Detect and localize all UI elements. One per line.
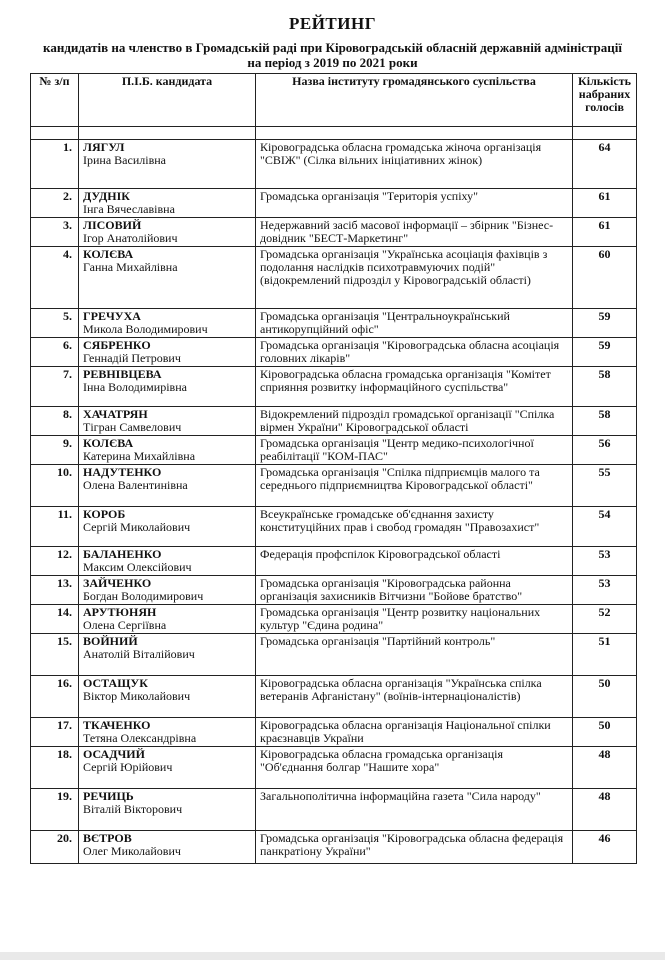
votes-cell: 60 [573,247,637,309]
candidate-surname: НАДУТЕНКО [83,465,162,479]
candidate-surname: ВЄТРОВ [83,831,132,845]
candidate-cell [79,218,256,247]
candidate-surname: ХАЧАТРЯН [83,407,148,421]
table-row [31,338,637,367]
row-number: 18. [31,747,79,789]
organization-cell: Кіровоградська обласна громадська жіноча організація "СВІЖ" (Сілка вільних ініціативних жінок) [256,140,573,189]
candidate-surname: ТКАЧЕНКО [83,718,151,732]
row-number: 14. [31,605,79,634]
row-number: 13. [31,576,79,605]
votes-cell: 54 [573,507,637,547]
organization-cell: Громадська організація "Центр медико-психологічної реабілітації "КОМ-ПАС" [256,436,573,465]
votes-cell: 50 [573,676,637,718]
header-spacer-row [31,127,637,140]
organization-cell: Кіровоградська обласна організація Національної спілки краєзнавців України [256,718,573,747]
candidate-cell [79,407,256,436]
votes-cell: 59 [573,309,637,338]
candidate-cell [79,189,256,218]
organization-cell: Громадська організація "Кіровоградська обласна асоціація головних лікарів" [256,338,573,367]
candidate-given-names: Сергій Юрійович [83,760,173,774]
organization-cell: Федерація профспілок Кіровоградської області [256,547,573,576]
candidate-cell [79,747,256,789]
votes-cell: 55 [573,465,637,507]
candidate-surname: ОСТАЩУК [83,676,148,690]
candidate-given-names: Інга Вячеславівна [83,202,175,216]
candidate-given-names: Олена Сергіївна [83,618,167,632]
candidate-given-names: Ганна Михайлівна [83,260,178,274]
candidate-surname: ВОЙНИЙ [83,634,138,648]
candidate-surname: БАЛАНЕНКО [83,547,162,561]
candidate-cell [79,507,256,547]
candidate-given-names: Тігран Самвелович [83,420,182,434]
table-row [31,718,637,747]
organization-cell: Громадська організація "Центр розвитку національних культур "Єдина родина" [256,605,573,634]
row-number: 2. [31,189,79,218]
candidate-cell [79,309,256,338]
candidate-given-names: Сергій Миколайович [83,520,191,534]
organization-cell: Загальнополітична інформаційна газета "Сила народу" [256,789,573,831]
candidate-cell [79,576,256,605]
header-org: Назва інституту громадянського суспільства [256,74,573,127]
votes-cell: 46 [573,831,637,864]
table-row [31,189,637,218]
votes-cell: 52 [573,605,637,634]
candidate-given-names: Геннадій Петрович [83,351,181,365]
document-title: РЕЙТИНГ [288,14,377,33]
votes-cell: 50 [573,718,637,747]
table-row [31,140,637,189]
candidate-surname: ДУДНІК [83,189,130,203]
candidate-surname: КОЛЄВА [83,247,134,261]
candidate-given-names: Олег Миколайович [83,844,181,858]
candidate-given-names: Максим Олексійович [83,560,192,574]
candidate-surname: ЛІСОВИЙ [83,218,142,232]
table-row [31,407,637,436]
votes-cell: 53 [573,547,637,576]
row-number: 15. [31,634,79,676]
rating-table [30,73,637,864]
row-number: 20. [31,831,79,864]
organization-cell: Громадська організація "Центральноукраїнський антикорупційний офіс" [256,309,573,338]
organization-cell: Кіровоградська обласна громадська організація "Об'єднання болгар "Нашите хора" [256,747,573,789]
candidate-given-names: Микола Володимирович [83,322,208,336]
votes-cell: 48 [573,789,637,831]
organization-cell: Громадська організація "Територія успіху" [256,189,573,218]
candidate-surname: СЯБРЕНКО [83,338,151,352]
candidate-given-names: Катерина Михайлівна [83,449,196,463]
candidate-cell [79,634,256,676]
candidate-surname: КОРОБ [83,507,126,521]
votes-cell: 64 [573,140,637,189]
row-number: 3. [31,218,79,247]
votes-cell: 61 [573,218,637,247]
table-row [31,747,637,789]
row-number: 1. [31,140,79,189]
candidate-given-names: Олена Валентинівна [83,478,188,492]
organization-cell: Всеукраїнське громадське об'єднання захисту конституційних прав і свобод громадян "Правозахист" [256,507,573,547]
table-header-row [31,74,637,127]
votes-cell: 61 [573,189,637,218]
table-row [31,465,637,507]
votes-cell: 56 [573,436,637,465]
candidate-surname: РЕВНІВЦЕВА [83,367,162,381]
candidate-given-names: Анатолій Віталійович [83,647,195,661]
candidate-cell [79,547,256,576]
organization-cell: Кіровоградська обласна організація "Українська спілка ветеранів Афганістану" (воїнів-інтернаціоналістів) [256,676,573,718]
candidate-given-names: Віктор Миколайович [83,689,191,703]
organization-cell: Відокремлений підрозділ громадської організації "Спілка вірмен України" Кіровоградської області [256,407,573,436]
candidate-cell [79,789,256,831]
row-number: 7. [31,367,79,407]
candidate-surname: КОЛЄВА [83,436,134,450]
candidate-given-names: Тетяна Олександрівна [83,731,197,745]
candidate-given-names: Віталій Вікторович [83,802,183,816]
table-row [31,605,637,634]
votes-cell: 48 [573,747,637,789]
candidate-given-names: Богдан Володимирович [83,589,204,603]
row-number: 12. [31,547,79,576]
candidate-cell [79,605,256,634]
votes-cell: 58 [573,367,637,407]
table-row [31,507,637,547]
table-row [31,367,637,407]
candidate-surname: ЛЯГУЛ [83,140,125,154]
table-row [31,547,637,576]
row-number: 6. [31,338,79,367]
row-number: 11. [31,507,79,547]
candidate-cell [79,676,256,718]
table-row [31,576,637,605]
votes-cell: 53 [573,576,637,605]
candidate-given-names: Ірина Василівна [83,153,166,167]
header-votes: Кількість набраних голосів [573,74,637,127]
votes-cell: 51 [573,634,637,676]
candidate-surname: ОСАДЧИЙ [83,747,145,761]
document-subtitle: кандидатів на членство в Громадській раді при Кіровоградській обласній державній адміністрації на період з 2019 по 2021 роки [43,40,622,70]
row-number: 9. [31,436,79,465]
organization-cell: Громадська організація "Кіровоградська районна організація захисників Вітчизни "Бойове братство" [256,576,573,605]
votes-cell: 59 [573,338,637,367]
candidate-surname: ГРЕЧУХА [83,309,141,323]
table-row [31,831,637,864]
organization-cell: Громадська організація "Українська асоціація фахівців з подолання наслідків психотравмуючих подій" (відокремлений підрозділ у Кіровоградській області) [256,247,573,309]
candidate-cell [79,465,256,507]
table-row [31,309,637,338]
candidate-surname: АРУТЮНЯН [83,605,157,619]
table-row [31,247,637,309]
candidate-surname: РЕЧИЦЬ [83,789,134,803]
row-number: 19. [31,789,79,831]
row-number: 16. [31,676,79,718]
candidate-cell [79,247,256,309]
table-row [31,436,637,465]
header-num: № з/п [31,74,79,127]
organization-cell: Кіровоградська обласна громадська організація "Комітет сприяння розвитку інформаційного суспільства" [256,367,573,407]
candidate-given-names: Інна Володимирівна [83,380,187,394]
table-row [31,789,637,831]
candidate-cell [79,338,256,367]
row-number: 17. [31,718,79,747]
table-row [31,634,637,676]
row-number: 8. [31,407,79,436]
candidate-cell [79,718,256,747]
header-name: П.І.Б. кандидата [79,74,256,127]
candidate-given-names: Ігор Анатолійович [83,231,178,245]
organization-cell: Громадська організація "Спілка підприємців малого та середнього підприємництва Кіровоградської області" [256,465,573,507]
candidate-cell [79,436,256,465]
row-number: 4. [31,247,79,309]
organization-cell: Громадська організація "Партійний контроль" [256,634,573,676]
scan-edge [0,952,665,960]
candidate-cell [79,831,256,864]
candidate-surname: ЗАЙЧЕНКО [83,576,152,590]
candidate-cell [79,140,256,189]
table-row [31,218,637,247]
candidate-cell [79,367,256,407]
table-row [31,676,637,718]
organization-cell: Недержавний засіб масової інформації – збірник "Бізнес-довідник "БЕСТ-Маркетинг" [256,218,573,247]
row-number: 5. [31,309,79,338]
organization-cell: Громадська організація "Кіровоградська обласна федерація панкратіону України" [256,831,573,864]
row-number: 10. [31,465,79,507]
votes-cell: 58 [573,407,637,436]
